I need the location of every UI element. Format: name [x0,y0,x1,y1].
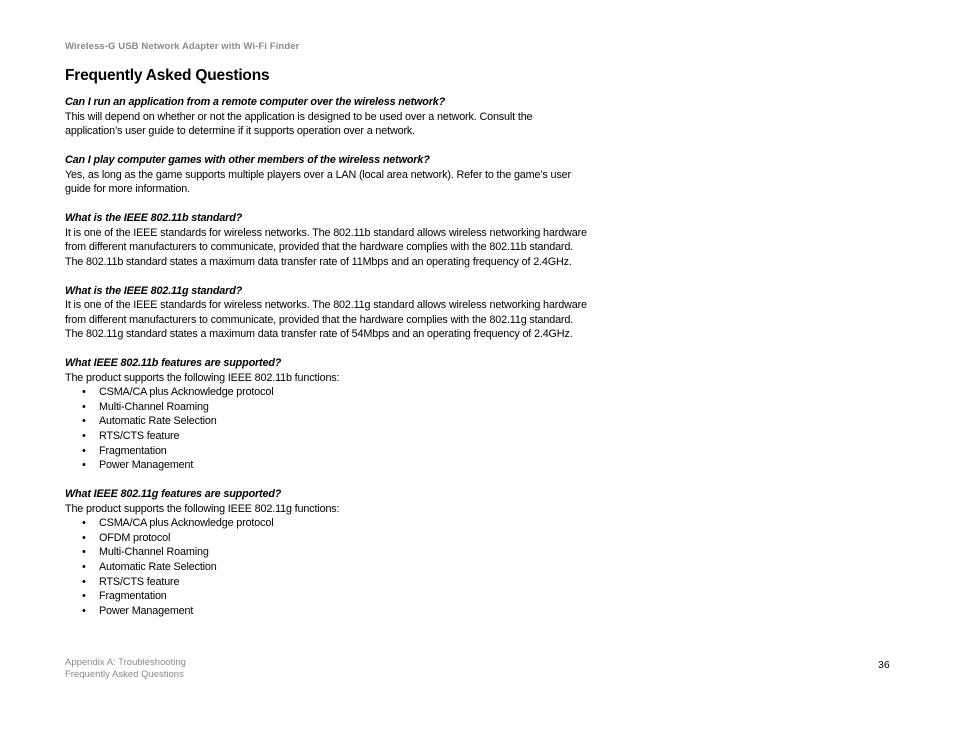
feature-list [65,516,590,618]
faq-question: What IEEE 802.11b features are supported? [65,357,282,370]
faq-answer: It is one of the IEEE standards for wireless networks. The 802.11b standard allows wireless networking hardware from different manufacturers to communicate, provided that the hardware complies with the 802.11b standard. The 802.11b standard states a maximum data transfer rate of 11Mbps and an operating frequency of 2.4GHz. [65,226,587,268]
bullet-icon: • [82,575,86,588]
page-title: Frequently Asked Questions [65,67,270,84]
list-item [82,516,590,531]
faq-answer: Yes, as long as the game supports multiple players over a LAN (local area network). Refer to the game’s user guide for more information. [65,168,571,196]
faq-question: Can I play computer games with other members of the wireless network? [65,153,430,166]
faq-item-remote-application [65,95,590,139]
running-header: Wireless-G USB Network Adapter with Wi-Fi Finder [65,41,300,52]
list-item [82,604,590,619]
faq-question: What IEEE 802.11g features are supported? [65,488,282,500]
list-item [82,531,590,546]
list-item-label: Multi-Channel Roaming [99,400,209,413]
list-item [82,400,590,415]
list-item [82,385,590,400]
bullet-icon: • [82,590,86,603]
list-item-label: CSMA/CA plus Acknowledge protocol [99,517,274,530]
list-item [82,589,590,604]
bullet-icon: • [82,604,86,617]
faq-question: What is the IEEE 802.11b standard? [65,211,243,224]
list-item-label: CSMA/CA plus Acknowledge protocol [99,386,274,399]
faq-answer: The product supports the following IEEE 802.11g functions: [65,502,340,515]
bullet-icon: • [82,560,86,573]
list-item-label: Power Management [99,459,194,472]
list-item-label: RTS/CTS feature [99,575,180,588]
list-item-label: Multi-Channel Roaming [99,546,209,559]
faq-answer: This will depend on whether or not the application is designed to be used over a network. Consult the application’s user guide to determine if it supports operation over a network. [65,110,533,138]
list-item [82,444,590,459]
bullet-icon: • [82,517,86,530]
footer-appendix-title: Appendix A: Troubleshooting [65,657,186,668]
list-item-label: Automatic Rate Selection [99,415,217,428]
list-item-label: OFDM protocol [99,531,171,544]
faq-question: What is the IEEE 802.11g standard? [65,284,243,297]
list-item [82,545,590,560]
bullet-icon: • [82,459,86,472]
faq-item-80211g-standard [65,284,590,342]
page-number: 36 [878,659,890,671]
list-item-label: Fragmentation [99,590,167,603]
faq-answer: The product supports the following IEEE 802.11b functions: [65,371,340,384]
footer-section-label [65,657,186,681]
list-item [82,560,590,575]
faq-item-computer-games [65,153,590,197]
faq-item-80211g-features [65,487,590,618]
feature-list [65,385,590,473]
bullet-icon: • [82,415,86,428]
list-item [82,414,590,429]
faq-item-80211b-standard [65,211,590,269]
faq-answer: It is one of the IEEE standards for wireless networks. The 802.11g standard allows wireless networking hardware from different manufacturers to communicate, provided that the hardware complies with the 802.11g standard. The 802.11g standard states a maximum data transfer rate of 54Mbps and an operating frequency of 2.4GHz. [65,299,587,341]
faq-question: Can I run an application from a remote computer over the wireless network? [65,96,446,108]
list-item-label: Fragmentation [99,444,167,457]
list-item-label: Power Management [99,604,194,617]
faq-content [65,95,590,633]
list-item-label: RTS/CTS feature [99,430,180,443]
faq-item-80211b-features [65,356,590,473]
list-item-label: Automatic Rate Selection [99,560,217,573]
list-item [82,458,590,473]
bullet-icon: • [82,400,86,413]
bullet-icon: • [82,386,86,399]
bullet-icon: • [82,531,86,544]
list-item [82,429,590,444]
bullet-icon: • [82,430,86,443]
bullet-icon: • [82,546,86,559]
list-item [82,575,590,590]
bullet-icon: • [82,444,86,457]
footer-section-title: Frequently Asked Questions [65,669,184,680]
